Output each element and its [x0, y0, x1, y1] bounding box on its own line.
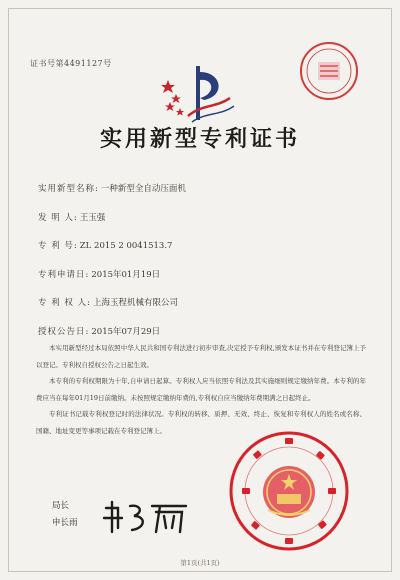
- official-stamp-icon: [298, 40, 360, 102]
- field-value: 2015年07月29日: [91, 327, 161, 337]
- field-value: 上海玉程机械有限公司: [92, 298, 178, 308]
- field-inventor: [38, 211, 105, 223]
- sipo-logo-icon: [150, 58, 242, 128]
- field-value: ZL 2015 2 0041513.7: [79, 241, 173, 251]
- field-label: 专 利 权 人:: [38, 298, 91, 308]
- body-paragraph: 专利证书记载专利权登记时的法律状况。专利权的转移、质押、无效、终止、恢复和专利权人的姓名或名称、国籍、地址变更等事项记载在专利登记簿上。: [36, 410, 366, 435]
- field-label: 专 利 号:: [38, 241, 78, 251]
- page-number: 第1页(共1页): [180, 559, 220, 567]
- field-application-date: [38, 268, 160, 280]
- field-label: 专利申请日:: [38, 270, 90, 280]
- signatory-name: 申长雨: [52, 518, 78, 528]
- body-paragraph: 本专利的专利权期限为十年,自申请日起算。专利权人应当依照专利法及其实施细则规定缴纳年费。本专利的年费应当在每年01月19日前缴纳。未按照规定缴纳年费的,专利权自应当缴纳年费期满之日起终止。: [36, 377, 366, 402]
- field-label: 发 明 人:: [38, 213, 78, 223]
- field-value: 2015年01月19日: [91, 270, 161, 280]
- field-utility-model-name: [38, 182, 186, 194]
- field-value: 一种新型全自动压面机: [100, 184, 186, 194]
- field-patentee: [38, 296, 178, 308]
- certificate-title: 实用新型专利证书: [99, 126, 300, 152]
- field-grant-date: [38, 325, 160, 337]
- certificate-number: 证书号第4491127号: [30, 59, 112, 68]
- signatory-titles: [52, 498, 78, 532]
- national-seal-icon: [228, 430, 350, 552]
- field-label: 授权公告日:: [38, 327, 90, 337]
- signatory-title: 局长: [52, 501, 70, 511]
- body-paragraph: 本实用新型经过本局依照中华人民共和国专利法进行初步审查,决定授予专利权,颁发本证书并在专利登记簿上予以登记。专利权自授权公告之日起生效。: [36, 344, 366, 369]
- certificate-body: [36, 340, 366, 439]
- field-value: 王玉强: [79, 213, 106, 223]
- field-label: 实用新型名称:: [38, 184, 99, 194]
- field-patent-number: [38, 239, 172, 251]
- handwritten-signature-icon: [100, 498, 190, 536]
